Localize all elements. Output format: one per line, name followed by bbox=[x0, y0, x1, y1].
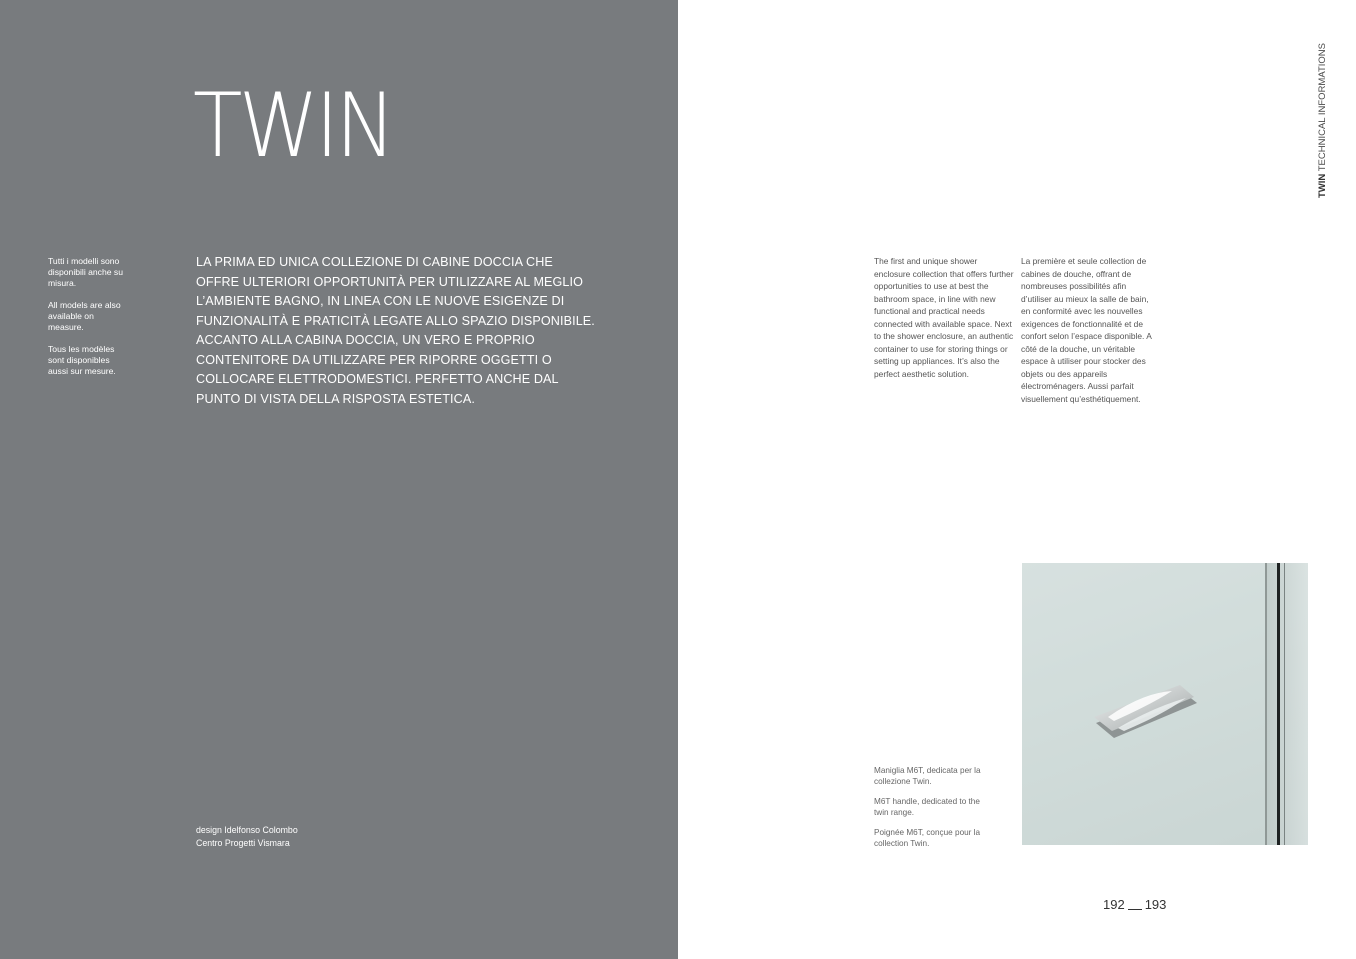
handle-photo bbox=[1022, 563, 1308, 845]
availability-note-en: All models are also available on measure. bbox=[48, 300, 121, 332]
caption-en: M6T handle, dedicated to the twin range. bbox=[874, 797, 980, 817]
caption-it: Maniglia M6T, dedicata per la collezione Twin. bbox=[874, 766, 981, 786]
handle-photo-illustration bbox=[1022, 563, 1308, 845]
photo-captions bbox=[874, 766, 994, 859]
section-header-bold: TWIN bbox=[1317, 173, 1328, 198]
section-header-vertical bbox=[1314, 42, 1332, 198]
caption-fr: Poignée M6T, conçue pour la collection Twin. bbox=[874, 828, 981, 848]
design-credit bbox=[196, 824, 298, 849]
availability-note-fr: Tous les modèles sont disponibles aussi sur mesure. bbox=[48, 344, 116, 376]
availability-note-it: Tutti i modelli sono disponibili anche su misura. bbox=[48, 256, 124, 288]
page-number-left: 192 bbox=[1103, 897, 1125, 912]
intro-text-italian: LA PRIMA ED UNICA COLLEZIONE DI CABINE DOCCIA CHE OFFRE ULTERIORI OPPORTUNITÀ PER UTILIZZARE AL MEGLIO L’AMBIENTE BAGNO, IN LINEA CON LE NUOVE ESIGENZE DI FUNZIONALITÀ E PRATICITÀ LEGATE ALLO SPAZIO DISPONIBILE. ACCANTO ALLA CABINA DOCCIA, UN VERO E PROPRIO CONTENITORE DA UTILIZZARE PER RIPORRE OGGETTI O COLLOCARE ELETTRODOMESTICI. PERFETTO ANCHE DAL PUNTO DI VISTA DELLA RISPOSTA ESTETICA. bbox=[196, 255, 595, 406]
designer-name: design Idelfonso Colombo bbox=[196, 825, 298, 835]
description-english: The first and unique shower enclosure collection that offers further opportunities to use at best the bathroom space, in line with new functional and practical needs connected with available space. Next to the shower enclosure, an authentic container to use for storing things or setting up appliances. It’s also the perfect aesthetic solution. bbox=[874, 256, 1014, 379]
page-title: TWIN bbox=[193, 74, 393, 177]
design-studio: Centro Progetti Vismara bbox=[196, 837, 290, 848]
page-numbers bbox=[1103, 897, 1166, 912]
section-header-text: TECHNICAL INFORMATIONS bbox=[1317, 42, 1328, 174]
availability-notes bbox=[48, 256, 128, 388]
page-number-separator bbox=[1128, 909, 1142, 910]
page-number-right: 193 bbox=[1144, 897, 1167, 912]
description-french: La première et seule collection de cabines de douche, offrant de nombreuses possibilités afin d’utiliser au mieux la salle de bain, en conformité avec les nouvelles exigences de fonctionnalité et de confort selon l’espace disponible. A côté de la douche, un véritable espace à utiliser pour stocker des objets ou des appareils électroménagers. Aussi parfait visuellement qu’esthétiquement. bbox=[1021, 256, 1152, 404]
